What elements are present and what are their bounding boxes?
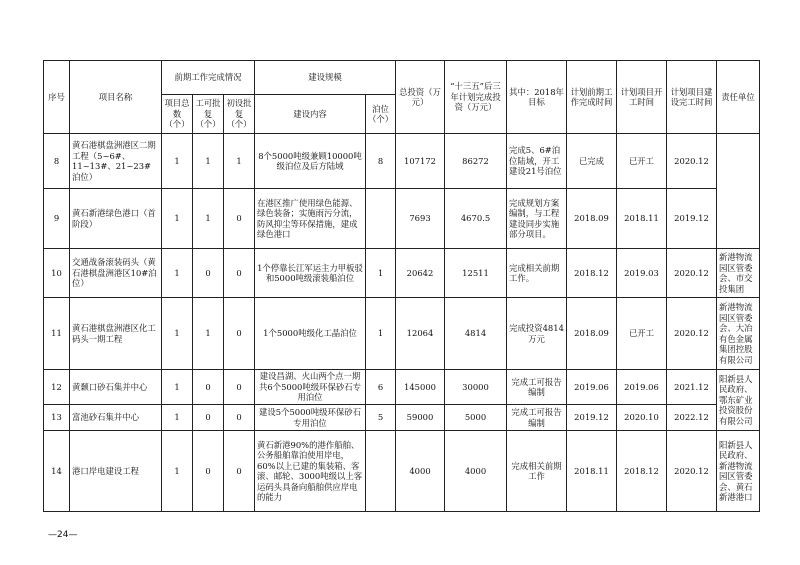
cell-prelim-time: 2019.12: [567, 405, 617, 431]
cell-name: 黄颡口砂石集并中心: [70, 370, 162, 405]
cell-permit: 1: [193, 134, 224, 189]
table-row: [44, 298, 760, 370]
cell-plan: 12511: [445, 249, 507, 298]
cell-seq: 13: [44, 405, 70, 431]
cell-name: 交通战备滚装码头（黄石港棋盘洲港区10#泊位）: [70, 249, 162, 298]
cell-prelim-time: 2018.12: [567, 249, 617, 298]
cell-permit: 0: [193, 370, 224, 405]
cell-target: 完成工可报告编制: [507, 370, 567, 405]
cell-seq: 11: [44, 298, 70, 370]
cell-unit: 新港物流园区管委会、大冶有色金属集团控股有限公司: [717, 298, 760, 370]
cell-seq: 9: [44, 189, 70, 249]
cell-design: 1: [224, 134, 255, 189]
project-table: [43, 60, 760, 512]
cell-target: 完成相关前期工作。: [507, 249, 567, 298]
cell-name: 港口岸电建设工程: [70, 431, 162, 512]
cell-target: 完成5、6#泊位陆域，开工建设21号泊位: [507, 134, 567, 189]
cell-content: 建设5个5000吨级环保砂石专用泊位: [255, 405, 366, 431]
cell-target: 完成相关前期工作: [507, 431, 567, 512]
cell-permit: 0: [193, 431, 224, 512]
table-row: [44, 189, 760, 249]
cell-invest: 7693: [396, 189, 445, 249]
cell-design: 0: [224, 189, 255, 249]
cell-invest: 107172: [396, 134, 445, 189]
cell-finish: 2020.12: [667, 298, 717, 370]
cell-finish: 2020.12: [667, 134, 717, 189]
cell-total: 1: [162, 249, 193, 298]
table-row: [44, 405, 760, 431]
header-sub-content: 建设内容: [255, 95, 366, 134]
cell-total: 1: [162, 298, 193, 370]
cell-berth: [366, 189, 396, 249]
cell-design: 0: [224, 298, 255, 370]
cell-plan: 4000: [445, 431, 507, 512]
cell-name: 富池砂石集并中心: [70, 405, 162, 431]
cell-berth: 6: [366, 370, 396, 405]
cell-total: 1: [162, 134, 193, 189]
header-sub-permit: 工可批复（个）: [193, 95, 224, 134]
cell-seq: 10: [44, 249, 70, 298]
header-total-invest: 总投资（万元）: [396, 61, 445, 134]
cell-invest: 4000: [396, 431, 445, 512]
cell-prelim-time: 2018.11: [567, 431, 617, 512]
cell-name: 黄石港棋盘洲港区二期工程（5~6#、11~13#、21~23#泊位）: [70, 134, 162, 189]
cell-invest: 59000: [396, 405, 445, 431]
cell-start: 2019.03: [617, 249, 667, 298]
cell-start: 2018.12: [617, 431, 667, 512]
cell-finish: 2021.12: [667, 370, 717, 405]
cell-target: 完成工可报告编制: [507, 405, 567, 431]
cell-start: 2019.06: [617, 370, 667, 405]
cell-total: 1: [162, 431, 193, 512]
cell-design: 0: [224, 431, 255, 512]
cell-permit: 1: [193, 189, 224, 249]
cell-name: 黄石港棋盘洲港区化工码头一期工程: [70, 298, 162, 370]
cell-plan: 86272: [445, 134, 507, 189]
cell-start: 2018.11: [617, 189, 667, 249]
cell-berth: 5: [366, 405, 396, 431]
cell-finish: 2020.12: [667, 249, 717, 298]
cell-total: 1: [162, 405, 193, 431]
cell-total: 1: [162, 370, 193, 405]
cell-seq: 8: [44, 134, 70, 189]
cell-seq: 12: [44, 370, 70, 405]
header-unit: 责任单位: [717, 61, 760, 134]
cell-target: 完成投资4814万元: [507, 298, 567, 370]
cell-plan: 5000: [445, 405, 507, 431]
cell-prelim-time: 2018.09: [567, 298, 617, 370]
cell-invest: 20642: [396, 249, 445, 298]
cell-unit: 新港物流园区管委会、市交投集团: [717, 249, 760, 298]
cell-permit: 0: [193, 249, 224, 298]
cell-berth: 1: [366, 249, 396, 298]
cell-finish: 2022.12: [667, 405, 717, 431]
cell-content: 1个停靠长江军运主力甲板驳和5000吨级滚装船泊位: [255, 249, 366, 298]
cell-unit: [717, 134, 760, 249]
header-plan-135: “十三五”后三年计划完成投资（万元）: [445, 61, 507, 134]
header-sub-berth: 泊位（个）: [366, 95, 396, 134]
cell-plan: 4670.5: [445, 189, 507, 249]
header-seq: 序号: [44, 61, 70, 134]
header-finish-time: 计划项目建设完工时间: [667, 61, 717, 134]
cell-start: 已开工: [617, 298, 667, 370]
cell-content: 建设昌湖、火山两个点一期共6个5000吨级环保砂石专用泊位: [255, 370, 366, 405]
table-row: [44, 431, 760, 512]
document-page: [43, 60, 759, 512]
cell-permit: 1: [193, 298, 224, 370]
cell-content: 8个5000吨级兼顾10000吨级泊位及后方陆域: [255, 134, 366, 189]
table-row: [44, 249, 760, 298]
header-name: 项目名称: [70, 61, 162, 134]
cell-total: 1: [162, 189, 193, 249]
header-scale: 建设规模: [255, 61, 396, 95]
header-target-2018: 其中：2018年目标: [507, 61, 567, 134]
cell-content: 在港区推广使用绿色能源、绿色装备；实施雨污分流，防风抑尘等环保措施，建成绿色港口: [255, 189, 366, 249]
header-sub-total: 项目总数（个）: [162, 95, 193, 134]
cell-berth: [366, 431, 396, 512]
header-prelim-time: 计划前期工作完成时间: [567, 61, 617, 134]
cell-finish: 2020.12: [667, 431, 717, 512]
cell-content: 黄石新港90%的港作船舶、公务船舶靠泊使用岸电，60%以上已建的集装箱、客滚、邮轮、3000吨级以上客运码头具备向船舶供应岸电的能力: [255, 431, 366, 512]
cell-berth: 1: [366, 298, 396, 370]
cell-invest: 12064: [396, 298, 445, 370]
cell-design: 0: [224, 249, 255, 298]
cell-unit: 阳新县人民政府、新港物流园区管委会、黄石新港港口: [717, 431, 760, 512]
header-prelim: 前期工作完成情况: [162, 61, 255, 95]
cell-start: 2020.10: [617, 405, 667, 431]
page-number: —24—: [48, 530, 78, 540]
header-row-top: [44, 61, 760, 95]
cell-unit: 阳新县人民政府、鄂东矿业投资股份有限公司: [717, 370, 760, 431]
cell-design: 0: [224, 405, 255, 431]
cell-seq: 14: [44, 431, 70, 512]
table-row: [44, 134, 760, 189]
cell-invest: 145000: [396, 370, 445, 405]
cell-prelim-time: 2018.09: [567, 189, 617, 249]
table-row: [44, 370, 760, 405]
cell-target: 完成规划方案编制，与工程建设同步实施部分项目。: [507, 189, 567, 249]
cell-design: 0: [224, 370, 255, 405]
cell-prelim-time: 已完成: [567, 134, 617, 189]
cell-finish: 2019.12: [667, 189, 717, 249]
cell-plan: 30000: [445, 370, 507, 405]
cell-start: 已开工: [617, 134, 667, 189]
header-start-time: 计划项目开工时间: [617, 61, 667, 134]
cell-permit: 0: [193, 405, 224, 431]
cell-berth: 8: [366, 134, 396, 189]
header-sub-design: 初设批复（个）: [224, 95, 255, 134]
cell-plan: 4814: [445, 298, 507, 370]
cell-content: 1个5000吨级化工晶泊位: [255, 298, 366, 370]
cell-prelim-time: 2019.06: [567, 370, 617, 405]
cell-name: 黄石新港绿色港口（首阶段）: [70, 189, 162, 249]
